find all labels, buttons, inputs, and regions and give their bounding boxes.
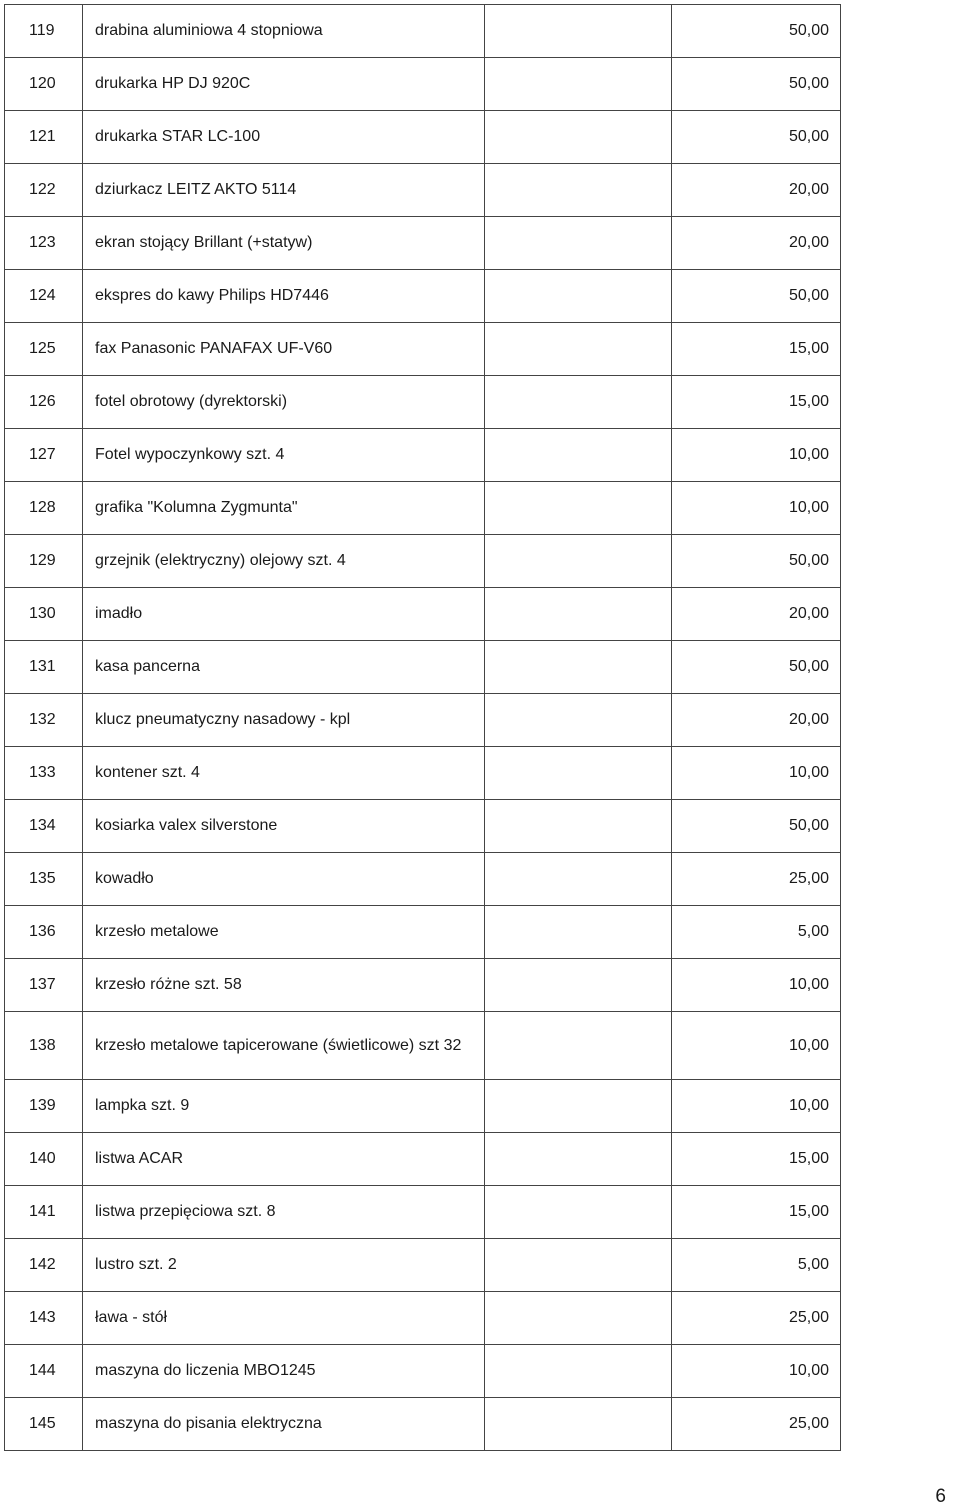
item-name: grzejnik (elektryczny) olejowy szt. 4 bbox=[83, 535, 485, 588]
inventory-table bbox=[4, 4, 841, 1451]
item-value: 10,00 bbox=[672, 747, 841, 800]
item-name: ekran stojący Brillant (+statyw) bbox=[83, 217, 485, 270]
table-row bbox=[5, 1080, 841, 1133]
item-name: krzesło różne szt. 58 bbox=[83, 959, 485, 1012]
row-number: 131 bbox=[5, 641, 83, 694]
row-number: 129 bbox=[5, 535, 83, 588]
item-name: imadło bbox=[83, 588, 485, 641]
item-name: kosiarka valex silverstone bbox=[83, 800, 485, 853]
table-row bbox=[5, 747, 841, 800]
empty-cell bbox=[485, 5, 672, 58]
item-name: maszyna do pisania elektryczna bbox=[83, 1398, 485, 1451]
item-value: 25,00 bbox=[672, 1398, 841, 1451]
item-value: 15,00 bbox=[672, 376, 841, 429]
item-name: fax Panasonic PANAFAX UF-V60 bbox=[83, 323, 485, 376]
item-name: ekspres do kawy Philips HD7446 bbox=[83, 270, 485, 323]
table-row bbox=[5, 482, 841, 535]
item-value: 10,00 bbox=[672, 482, 841, 535]
item-value: 15,00 bbox=[672, 323, 841, 376]
empty-cell bbox=[485, 482, 672, 535]
table-row bbox=[5, 853, 841, 906]
item-value: 5,00 bbox=[672, 1239, 841, 1292]
empty-cell bbox=[485, 694, 672, 747]
table-row bbox=[5, 535, 841, 588]
row-number: 143 bbox=[5, 1292, 83, 1345]
item-value: 50,00 bbox=[672, 270, 841, 323]
table-row bbox=[5, 164, 841, 217]
row-number: 134 bbox=[5, 800, 83, 853]
item-name: ława - stół bbox=[83, 1292, 485, 1345]
table-row bbox=[5, 1292, 841, 1345]
row-number: 133 bbox=[5, 747, 83, 800]
item-value: 50,00 bbox=[672, 800, 841, 853]
item-name: kowadło bbox=[83, 853, 485, 906]
empty-cell bbox=[485, 376, 672, 429]
item-value: 5,00 bbox=[672, 906, 841, 959]
table-row bbox=[5, 111, 841, 164]
item-name: dziurkacz LEITZ AKTO 5114 bbox=[83, 164, 485, 217]
empty-cell bbox=[485, 535, 672, 588]
empty-cell bbox=[485, 1239, 672, 1292]
item-value: 20,00 bbox=[672, 694, 841, 747]
item-value: 50,00 bbox=[672, 58, 841, 111]
row-number: 119 bbox=[5, 5, 83, 58]
page-number: 6 bbox=[935, 1486, 946, 1507]
row-number: 135 bbox=[5, 853, 83, 906]
row-number: 122 bbox=[5, 164, 83, 217]
item-name: maszyna do liczenia MBO1245 bbox=[83, 1345, 485, 1398]
item-value: 15,00 bbox=[672, 1133, 841, 1186]
empty-cell bbox=[485, 217, 672, 270]
table-row bbox=[5, 1012, 841, 1080]
item-value: 20,00 bbox=[672, 164, 841, 217]
item-name: listwa przepięciowa szt. 8 bbox=[83, 1186, 485, 1239]
item-value: 25,00 bbox=[672, 853, 841, 906]
item-value: 10,00 bbox=[672, 959, 841, 1012]
item-value: 50,00 bbox=[672, 535, 841, 588]
empty-cell bbox=[485, 588, 672, 641]
item-value: 10,00 bbox=[672, 1345, 841, 1398]
table-row bbox=[5, 217, 841, 270]
table-row bbox=[5, 1345, 841, 1398]
item-name: listwa ACAR bbox=[83, 1133, 485, 1186]
empty-cell bbox=[485, 1012, 672, 1080]
row-number: 123 bbox=[5, 217, 83, 270]
row-number: 139 bbox=[5, 1080, 83, 1133]
empty-cell bbox=[485, 906, 672, 959]
empty-cell bbox=[485, 641, 672, 694]
table-row bbox=[5, 959, 841, 1012]
row-number: 136 bbox=[5, 906, 83, 959]
row-number: 132 bbox=[5, 694, 83, 747]
row-number: 141 bbox=[5, 1186, 83, 1239]
row-number: 120 bbox=[5, 58, 83, 111]
item-name: lustro szt. 2 bbox=[83, 1239, 485, 1292]
inventory-table-body bbox=[5, 5, 841, 1451]
empty-cell bbox=[485, 323, 672, 376]
table-row bbox=[5, 588, 841, 641]
row-number: 125 bbox=[5, 323, 83, 376]
item-name: krzesło metalowe bbox=[83, 906, 485, 959]
empty-cell bbox=[485, 429, 672, 482]
empty-cell bbox=[485, 1345, 672, 1398]
item-name: klucz pneumatyczny nasadowy - kpl bbox=[83, 694, 485, 747]
empty-cell bbox=[485, 747, 672, 800]
table-row bbox=[5, 1398, 841, 1451]
table-row bbox=[5, 376, 841, 429]
item-name: Fotel wypoczynkowy szt. 4 bbox=[83, 429, 485, 482]
empty-cell bbox=[485, 800, 672, 853]
row-number: 124 bbox=[5, 270, 83, 323]
table-row bbox=[5, 58, 841, 111]
empty-cell bbox=[485, 270, 672, 323]
row-number: 127 bbox=[5, 429, 83, 482]
item-value: 15,00 bbox=[672, 1186, 841, 1239]
empty-cell bbox=[485, 1292, 672, 1345]
item-name: kontener szt. 4 bbox=[83, 747, 485, 800]
item-value: 10,00 bbox=[672, 1012, 841, 1080]
row-number: 138 bbox=[5, 1012, 83, 1080]
empty-cell bbox=[485, 164, 672, 217]
item-value: 50,00 bbox=[672, 641, 841, 694]
item-value: 10,00 bbox=[672, 429, 841, 482]
item-value: 20,00 bbox=[672, 588, 841, 641]
table-row bbox=[5, 1186, 841, 1239]
row-number: 145 bbox=[5, 1398, 83, 1451]
empty-cell bbox=[485, 58, 672, 111]
item-name: grafika "Kolumna Zygmunta" bbox=[83, 482, 485, 535]
item-name: kasa pancerna bbox=[83, 641, 485, 694]
item-value: 20,00 bbox=[672, 217, 841, 270]
item-value: 50,00 bbox=[672, 5, 841, 58]
table-row bbox=[5, 641, 841, 694]
table-row bbox=[5, 906, 841, 959]
row-number: 128 bbox=[5, 482, 83, 535]
item-name: lampka szt. 9 bbox=[83, 1080, 485, 1133]
row-number: 130 bbox=[5, 588, 83, 641]
item-name: drukarka HP DJ 920C bbox=[83, 58, 485, 111]
item-value: 25,00 bbox=[672, 1292, 841, 1345]
empty-cell bbox=[485, 853, 672, 906]
table-row bbox=[5, 800, 841, 853]
table-row bbox=[5, 5, 841, 58]
item-name: drukarka STAR LC-100 bbox=[83, 111, 485, 164]
row-number: 121 bbox=[5, 111, 83, 164]
row-number: 126 bbox=[5, 376, 83, 429]
empty-cell bbox=[485, 1080, 672, 1133]
item-value: 50,00 bbox=[672, 111, 841, 164]
table-row bbox=[5, 1133, 841, 1186]
table-row bbox=[5, 694, 841, 747]
empty-cell bbox=[485, 1186, 672, 1239]
empty-cell bbox=[485, 959, 672, 1012]
table-row bbox=[5, 270, 841, 323]
row-number: 144 bbox=[5, 1345, 83, 1398]
table-row bbox=[5, 323, 841, 376]
empty-cell bbox=[485, 111, 672, 164]
row-number: 142 bbox=[5, 1239, 83, 1292]
row-number: 137 bbox=[5, 959, 83, 1012]
item-name: fotel obrotowy (dyrektorski) bbox=[83, 376, 485, 429]
empty-cell bbox=[485, 1133, 672, 1186]
empty-cell bbox=[485, 1398, 672, 1451]
table-row bbox=[5, 1239, 841, 1292]
item-value: 10,00 bbox=[672, 1080, 841, 1133]
table-row bbox=[5, 429, 841, 482]
row-number: 140 bbox=[5, 1133, 83, 1186]
item-name: krzesło metalowe tapicerowane (świetlicowe) szt 32 bbox=[83, 1012, 485, 1080]
item-name: drabina aluminiowa 4 stopniowa bbox=[83, 5, 485, 58]
